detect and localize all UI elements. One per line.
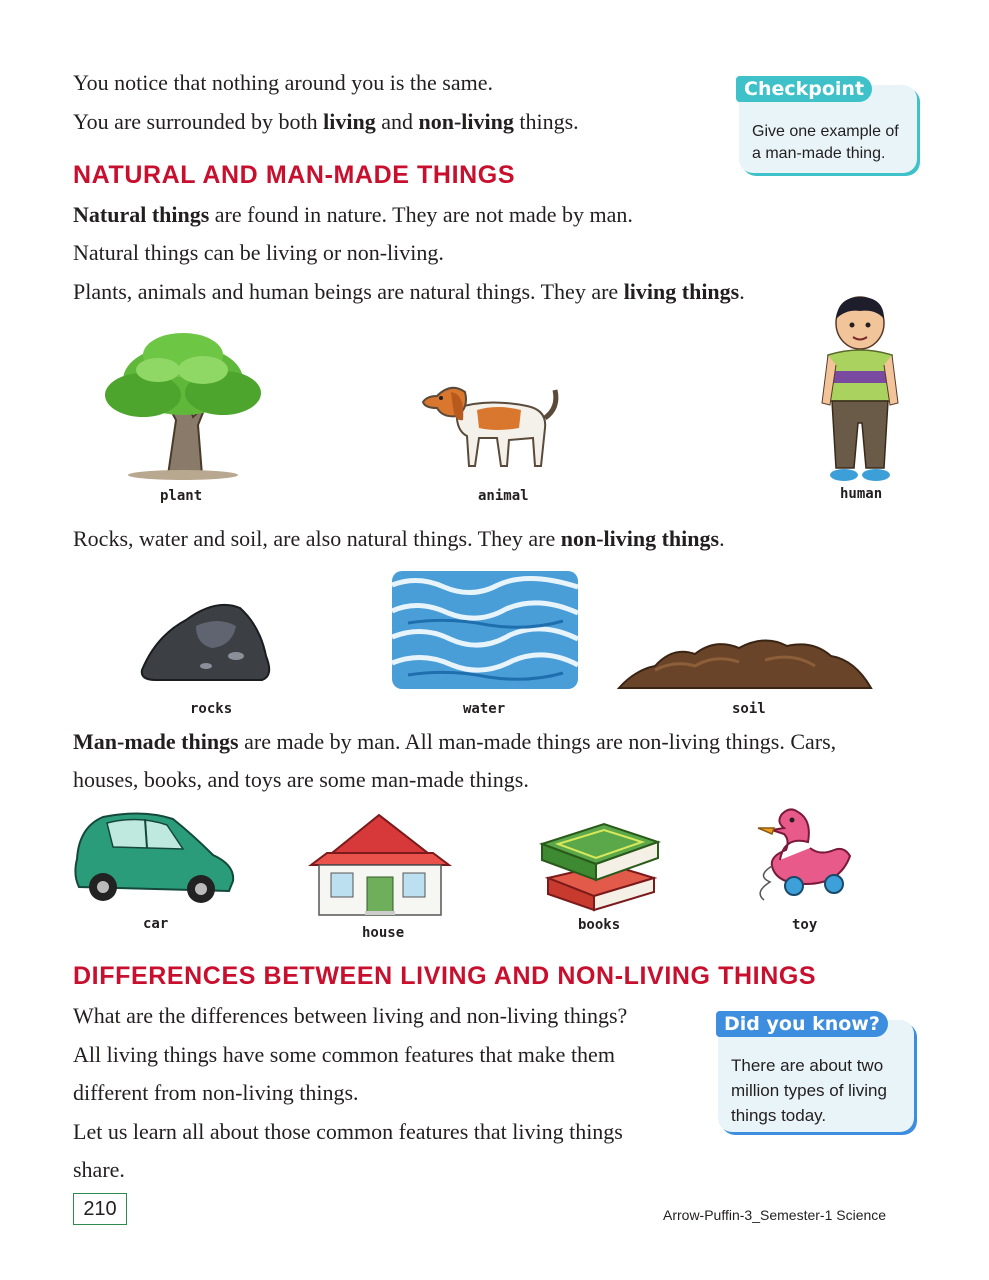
- car-illustration: [73, 807, 238, 909]
- intro-line-1: You notice that nothing around you is the same.: [73, 70, 493, 95]
- house-illustration: [307, 811, 452, 921]
- para-common-features-2: different from non-living things.: [73, 1080, 359, 1105]
- label-water: water: [463, 701, 506, 717]
- para-natural-living-nonliving: Natural things can be living or non-living.: [73, 240, 444, 265]
- label-human: human: [840, 486, 883, 502]
- water-illustration: [388, 565, 583, 695]
- label-plant: plant: [160, 488, 203, 504]
- label-rocks: rocks: [190, 701, 233, 717]
- label-house: house: [362, 925, 405, 941]
- checkpoint-text: Give one example of a man-made thing.: [752, 123, 899, 162]
- checkpoint-tag: Checkpoint: [736, 76, 872, 102]
- para-manmade-things: Man-made things are made by man. All man-made things are non-living things. Cars,: [73, 729, 837, 754]
- book-title-footer: Arrow-Puffin-3_Semester-1 Science: [663, 1207, 887, 1223]
- label-books: books: [578, 917, 621, 933]
- did-you-know-tag: Did you know?: [716, 1011, 888, 1037]
- para-natural-things: Natural things are found in nature. They are not made by man.: [73, 202, 633, 227]
- para-manmade-examples: houses, books, and toys are some man-made things.: [73, 767, 529, 792]
- did-you-know-text: There are about two million types of living things today.: [731, 1056, 887, 1125]
- page-number: 210: [73, 1193, 127, 1225]
- dog-illustration: [417, 378, 562, 473]
- para-nonliving-things: Rocks, water and soil, are also natural things. They are non-living things.: [73, 526, 725, 551]
- rock-illustration: [136, 596, 276, 686]
- section-heading-natural-manmade: NATURAL AND MAN-MADE THINGS: [73, 161, 516, 189]
- soil-illustration: [615, 630, 875, 692]
- label-soil: soil: [732, 701, 766, 717]
- label-animal: animal: [478, 488, 529, 504]
- para-common-features-1: All living things have some common features that make them: [73, 1042, 615, 1067]
- label-car: car: [143, 916, 169, 932]
- intro-line-2: You are surrounded by both living and non-living things.: [73, 109, 579, 134]
- para-differences-question: What are the differences between living and non-living things?: [73, 1003, 628, 1028]
- para-learn-features-1: Let us learn all about those common features that living things: [73, 1119, 623, 1144]
- books-illustration: [538, 808, 663, 913]
- tree-illustration: [98, 325, 268, 480]
- boy-illustration: [820, 293, 900, 488]
- para-learn-features-2: share.: [73, 1157, 125, 1182]
- section-heading-differences: DIFFERENCES BETWEEN LIVING AND NON-LIVING THINGS: [73, 962, 817, 990]
- toy-duck-illustration: [750, 806, 860, 906]
- label-toy: toy: [792, 917, 818, 933]
- para-living-things: Plants, animals and human beings are natural things. They are living things.: [73, 279, 745, 304]
